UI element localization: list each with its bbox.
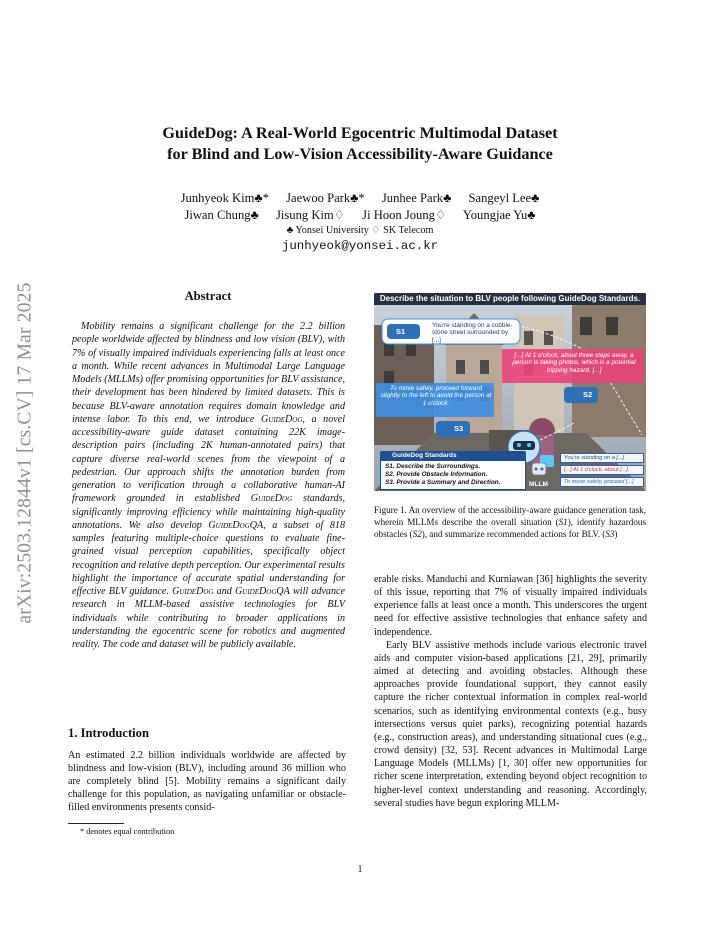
standards-list xyxy=(380,460,526,490)
mllm-response-s1: You're standing on a [...] xyxy=(560,453,644,463)
mllm-response-s2: [...] At 1 o'clock, about [...] xyxy=(560,465,644,475)
author-list xyxy=(100,190,620,223)
abstract-heading: Abstract xyxy=(184,289,232,303)
author-row-2 xyxy=(100,207,620,224)
author-name: Youngjae Yu♣ xyxy=(462,207,536,222)
right-paragraph-2: Early BLV assistive methods include various electronic travel aids and computer vision-based applications [21, 29], primarily aimed at detecting and avoiding obstacles. Although these approaches provide foundational support, they cannot easily capture the richer contextual information in complex real-world scenarios, such as identifying environmental contexts (e.g., busy intersections versus quiet parks), recognizing potential hazards (e.g., construction areas), and understanding situational cues (e.g., crowd density) [32, 53]. Recent advances in Multimodal Large Language Models (MLLMs) [1, 30] offer new opportunities for richer scene interpretation, extending beyond object recognition to higher-level context understanding and reasoning. Accordingly, several studies have begun exploring MLLM- xyxy=(374,639,647,809)
standard-item: S3. Provide a Summary and Direction. xyxy=(385,479,501,486)
author-row-1 xyxy=(100,190,620,207)
introduction-paragraph: An estimated 2.2 billion individuals worldwide are affected by blindness and low-vision (BLV), including around 36 million who are completely blind [5]. Mobility remains a significant daily challenge for this population, as navigating unfamiliar or obstacle-filled environments presents consid- xyxy=(68,750,346,814)
right-paragraph-1: erable risks. Manduchi and Kurniawan [36] highlights the severity of this issue, reporting that 7% of visually impaired individuals experience falls at least once a month. This underscores the urgent need for effective assistive technologies that enhance safety and independence. xyxy=(374,574,647,638)
mllm-response-s3: To move safely, proceed [...] xyxy=(560,477,644,487)
contact-email: junhyeok@yonsei.ac.kr xyxy=(281,239,439,253)
standard-item: S1. Describe the Surroundings. xyxy=(385,463,481,470)
title-line-1: GuideDog: A Real-World Egocentric Multimodal Dataset xyxy=(162,124,558,142)
mllm-label: MLLM xyxy=(529,481,549,488)
author-name: Jaewoo Park♣* xyxy=(286,191,365,205)
standards-title: GuideDog Standards xyxy=(380,451,526,460)
figure-1 xyxy=(374,293,646,491)
author-name: Jiwan Chung♣ xyxy=(184,207,259,222)
author-name: Junhee Park♣ xyxy=(381,191,452,205)
paper-title xyxy=(100,123,620,165)
s3-text: To move safely, proceed forward slightly to the left to avoid the person at 1 o'clock. xyxy=(380,385,492,407)
affiliations: ♣ Yonsei University ♢ SK Telecom xyxy=(286,225,434,236)
arxiv-identifier xyxy=(6,245,46,660)
footnote: * denotes equal contribution xyxy=(80,827,175,836)
figure-1-caption: Figure 1. An overview of the accessibility-aware guidance generation task, wherein MLLMs describe the overall situation (S1), identify hazardous obstacles (S2), and summarize recommended actions for BLV. (S3) xyxy=(374,505,646,540)
standard-item: S2. Provide Obstacle Information. xyxy=(385,471,488,478)
title-line-2: for Blind and Low-Vision Accessibility-Aware Guidance xyxy=(167,145,553,163)
author-name: Jisung Kim♢ xyxy=(275,207,346,222)
right-column-text xyxy=(374,573,647,810)
author-name: Junhyeok Kim♣* xyxy=(180,191,269,205)
s3-label: S3 xyxy=(454,424,464,433)
s2-text: [...] At 1 o'clock, about three steps away, a person is taking photos, which is a potential tripping hazard. [...] xyxy=(512,352,636,374)
figure-header: Describe the situation to BLV people following GuideDog Standards. xyxy=(374,293,646,305)
arxiv-identifier-text: arXiv:2503.12844v1 [cs.CV] 17 Mar 2025 xyxy=(15,281,37,624)
s2-label: S2 xyxy=(583,390,593,399)
section-heading-introduction: 1. Introduction xyxy=(68,726,149,740)
page-number: 1 xyxy=(357,864,363,875)
author-name: Ji Hoon Joung♢ xyxy=(362,207,447,222)
footnote-rule xyxy=(68,823,124,824)
s1-text: You're standing on a cobble-stone street surrounded by [...] xyxy=(432,322,513,344)
abstract-body: Mobility remains a significant challenge for the 2.2 billion people worldwide affected by blindness and low vision (BLV), with 7% of visually impaired individuals experiencing falls at least once a month. While recent advances in Multimodal Large Language Models (MLLMs) offer promising opportunities for BLV assistance, their development has been hindered by limited datasets. This is because BLV-aware annotation requires domain knowledge and intense labor. To this end, we introduce GuideDog, a novel accessibility-aware guide dataset containing 22K image-description pairs (including 2K human-annotated pairs) that capture diverse real-world scenes from the viewpoint of a pedestrian. Our approach shifts the annotation burden from generation to verification through a collaborative human-AI framework grounded in established GuideDog standards, significantly improving efficiency while maintaining high-quality annotations. We also develop GuideDogQA, a subset of 818 samples featuring multiple-choice questions to evaluate fine-grained visual perception capabilities, specifically object recognition and relative depth perception. Our experimental results highlight the importance of accurate spatial understanding for effective BLV guidance. GuideDog and GuideDogQA will advance research in MLLM-based assistive technologies for BLV individuals while contributing to broader applications in understanding the egocentric scene for robotics and augmented reality. The code and dataset will be publicly available. xyxy=(72,321,346,650)
s1-label: S1 xyxy=(396,327,406,336)
author-name: Sangeyl Lee♣ xyxy=(468,191,540,205)
